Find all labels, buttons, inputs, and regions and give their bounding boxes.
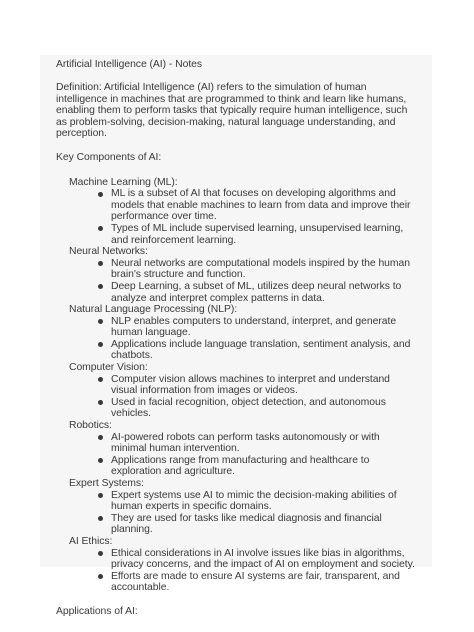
bullet-item: Computer vision allows machines to interpret and understand visual information from images or videos. — [111, 374, 416, 397]
bullet-item: AI-powered robots can perform tasks autonomously or with minimal human intervention. — [111, 432, 416, 455]
document-title: Artificial Intelligence (AI) - Notes — [56, 59, 203, 70]
component-expert-systems — [69, 478, 416, 536]
key-components-heading: Key Components of AI: — [56, 151, 162, 163]
document-page — [40, 55, 432, 617]
component-name: Robotics: — [69, 420, 112, 432]
bullet-list — [69, 490, 416, 536]
component-name: Neural Networks: — [69, 246, 148, 258]
bullet-list — [69, 374, 416, 420]
component-name: AI Ethics: — [69, 535, 113, 547]
bullet-list — [69, 316, 416, 362]
bullet-item: Used in facial recognition, object detection, and autonomous vehicles. — [111, 397, 416, 420]
component-computer-vision — [69, 362, 416, 420]
bullet-item: NLP enables computers to understand, interpret, and generate human language. — [111, 316, 416, 339]
document-content — [56, 55, 416, 618]
bullet-item: Ethical considerations in AI involve issues like bias in algorithms, privacy concerns, and the impact of AI on employment and society. — [111, 547, 415, 571]
bullet-item: Efforts are made to ensure AI systems are fair, transparent, and accountable. — [111, 571, 416, 594]
bullet-list — [69, 258, 416, 304]
bullet-list — [69, 548, 416, 594]
applications-heading: Applications of AI: — [56, 605, 138, 617]
definition-paragraph: Definition: Artificial Intelligence (AI) refers to the simulation of human intelligence in machines that are programmed to think and learn like humans, enabling them to perform tasks that typically require human intelligence, such as problem-solving, decision-making, natural language understanding, and perception. — [56, 82, 408, 140]
components-list — [56, 177, 416, 594]
bullet-item: ML is a subset of AI that focuses on developing algorithms and models that enable machines to learn from data and improve their performance over time. — [111, 188, 416, 223]
component-nlp — [69, 304, 416, 362]
bullet-item: Applications include language translation, sentiment analysis, and chatbots. — [111, 339, 416, 362]
component-name: Computer Vision: — [69, 362, 148, 374]
bullet-item: Deep Learning, a subset of ML, utilizes deep neural networks to analyze and interpret complex patterns in data. — [111, 281, 416, 304]
component-name: Expert Systems: — [69, 478, 144, 489]
bullet-item: Applications range from manufacturing and healthcare to exploration and agriculture. — [111, 455, 416, 478]
bullet-item: Types of ML include supervised learning, unsupervised learning, and reinforcement learning. — [111, 223, 416, 246]
bullet-list — [69, 188, 416, 246]
component-ai-ethics — [69, 536, 416, 594]
bullet-list — [69, 432, 416, 478]
bullet-item: Expert systems use AI to mimic the decision-making abilities of human experts in specific domains. — [111, 490, 416, 513]
component-robotics — [69, 420, 416, 478]
component-name: Machine Learning (ML): — [69, 176, 178, 188]
component-machine-learning — [69, 177, 416, 247]
bullet-item: They are used for tasks like medical diagnosis and financial planning. — [111, 513, 416, 536]
component-name: Natural Language Processing (NLP): — [69, 304, 238, 316]
bullet-item: Neural networks are computational models inspired by the human brain's structure and function. — [111, 258, 416, 281]
component-neural-networks — [69, 246, 416, 304]
